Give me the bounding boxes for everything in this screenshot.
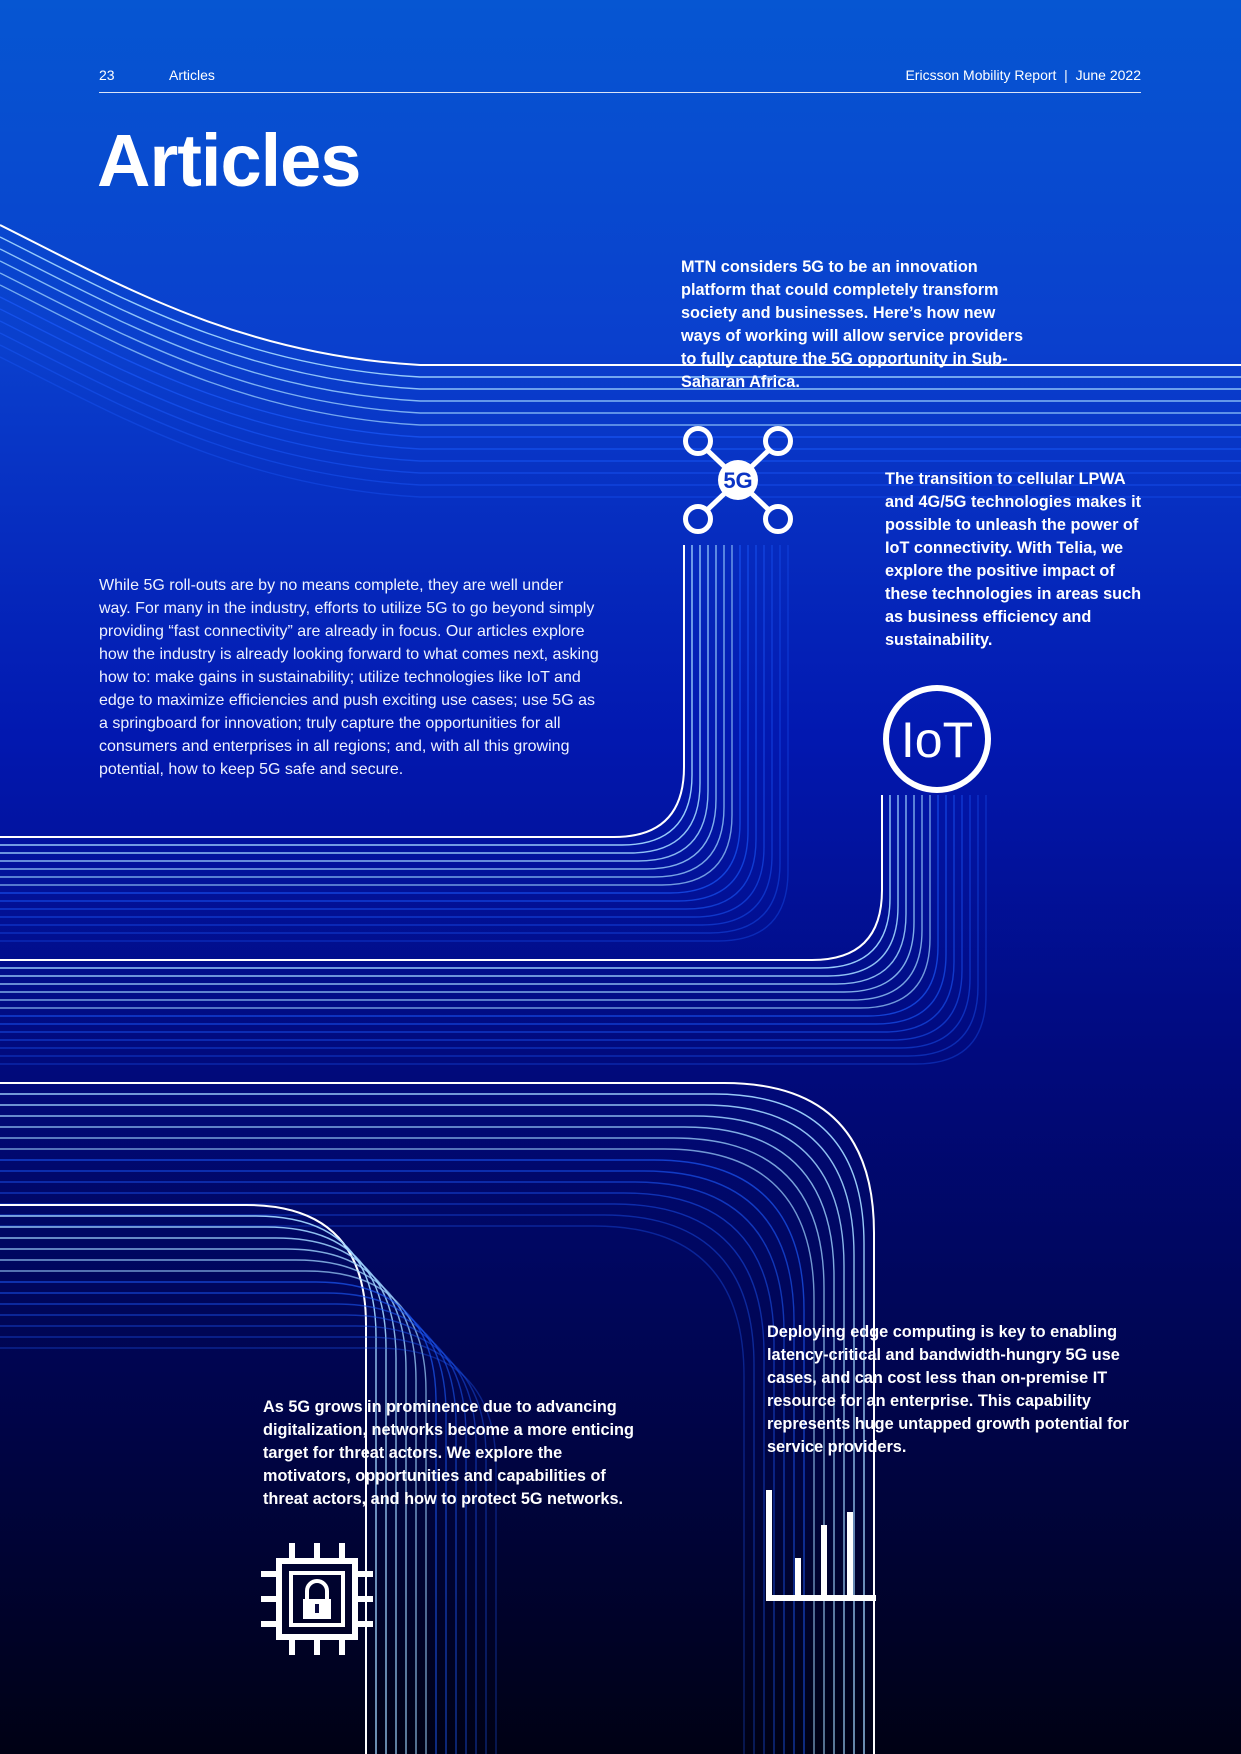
- iot-flow-bundle: [0, 795, 986, 1064]
- 5g-network-icon: [681, 424, 795, 536]
- flow-line: [0, 309, 1241, 449]
- flow-line: [0, 1282, 436, 1754]
- bar-chart-icon: [766, 1490, 878, 1602]
- flow-line: [0, 795, 938, 1016]
- flow-line: [0, 237, 1241, 377]
- chip-lock-icon: [261, 1543, 373, 1655]
- flow-line: [0, 1271, 426, 1754]
- iot-icon: [881, 683, 993, 795]
- flow-line: [0, 1326, 476, 1754]
- flow-line: [0, 1304, 456, 1754]
- flow-line: [0, 285, 1241, 425]
- flow-line: [0, 273, 1241, 413]
- upper-faint-bundle: [0, 225, 1241, 497]
- flow-line: [0, 333, 1241, 473]
- flow-line: [0, 249, 1241, 389]
- header-rule: [99, 92, 1141, 93]
- article-edge-summary: Deploying edge computing is key to enabling latency-critical and bandwidth-hungry 5G use cases, and can cost less than on-premise IT resource for an enterprise. This capability represents huge untapped growth potential for service providers.: [767, 1323, 1129, 1456]
- article-5g-summary: MTN considers 5G to be an innovation platform that could completely transform society and businesses. Here’s how new ways of working will allow service providers to fully capture the 5G opportunity in Sub-Saharan Africa.: [681, 258, 1024, 391]
- flow-line: [0, 795, 954, 1032]
- section-label: Articles: [169, 67, 215, 83]
- flow-line: [0, 795, 922, 1000]
- article-security-summary: As 5G grows in prominence due to advancing digitalization, networks become a more enticing target for threat actors. We explore the motivators, opportunities and capabilities of threat actors, and how to protect 5G networks.: [263, 1398, 634, 1508]
- article-iot-summary: The transition to cellular LPWA and 4G/5G technologies makes it possible to unleash the power of IoT connectivity. With Telia, we explore the positive impact of these technologies in areas such as business efficiency and sustainability.: [885, 470, 1142, 649]
- intro-paragraph: While 5G roll-outs are by no means complete, they are well under way. For many in the industry, efforts to utilize 5G to go beyond simply providing “fast connectivity” are already in focus. Our articles explore how the industry is already looking forward to what comes next, asking how to: make gains in sustainability; utilize technologies like IoT and edge to maximize efficiencies and push exciting use cases; use 5G as a springboard for innovation; truly capture the opportunities for all consumers and enterprises in all regions; and, with all this growing potential, how to keep 5G safe and secure.: [99, 577, 599, 778]
- 5g-icon-label: 5G: [723, 468, 753, 493]
- flow-line: [0, 1293, 446, 1754]
- iot-icon-label: IoT: [900, 712, 974, 768]
- flow-line: [0, 225, 1241, 365]
- page-number: 23: [99, 67, 115, 83]
- report-label: Ericsson Mobility Report | June 2022: [905, 67, 1141, 83]
- flow-line: [0, 297, 1241, 437]
- flow-line: [0, 321, 1241, 461]
- flow-line: [0, 795, 970, 1048]
- flow-line: [0, 795, 906, 984]
- page-title: Articles: [97, 119, 361, 202]
- flow-line: [0, 261, 1241, 401]
